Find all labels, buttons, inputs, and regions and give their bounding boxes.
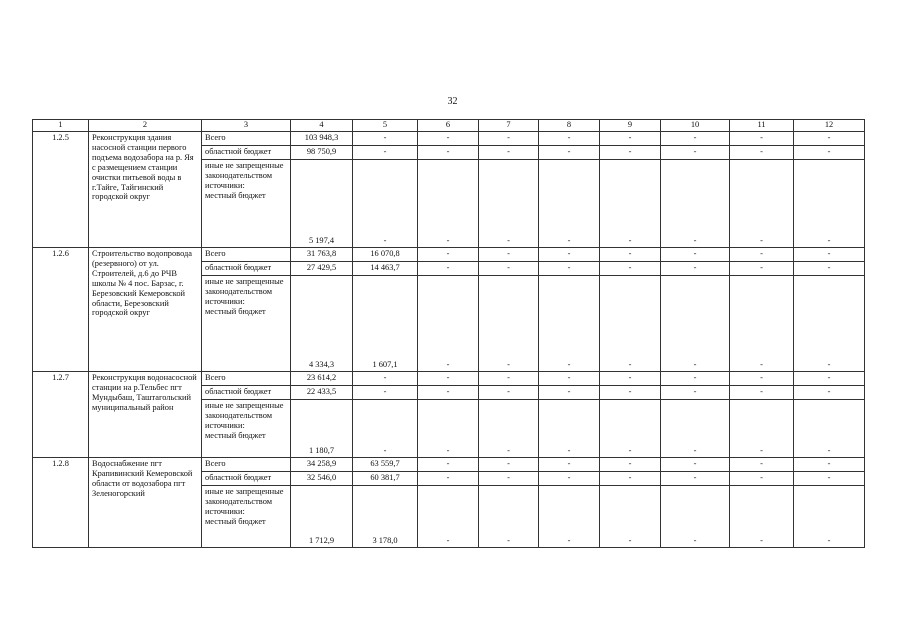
value-cell: - [794,262,865,276]
table-row [33,372,865,386]
value-cell: - [730,132,794,146]
value-cell: - [600,276,661,372]
item-number: 1.2.6 [33,248,89,372]
value-cell: - [600,248,661,262]
value-cell: - [479,160,539,248]
value-cell: 63 559,7 [353,458,418,472]
header-cell: 9 [600,120,661,132]
value-cell: - [539,248,600,262]
value-cell: - [479,372,539,386]
value-cell: - [479,472,539,486]
value-cell: - [539,400,600,458]
value-cell: - [730,262,794,276]
value-cell: - [794,276,865,372]
value-cell: - [479,276,539,372]
header-cell: 7 [479,120,539,132]
funding-source: областной бюджет [202,262,291,276]
value-cell: - [353,132,418,146]
value-cell: - [539,486,600,548]
value-cell: 27 429,5 [291,262,353,276]
value-cell: - [661,386,730,400]
value-cell: 60 381,7 [353,472,418,486]
funding-source: областной бюджет [202,146,291,160]
item-number: 1.2.7 [33,372,89,458]
value-cell: 3 178,0 [353,486,418,548]
value-cell: - [661,486,730,548]
value-cell: - [794,248,865,262]
value-cell: 34 258,9 [291,458,353,472]
value-cell: 4 334,3 [291,276,353,372]
value-cell: 32 546,0 [291,472,353,486]
value-cell: - [661,262,730,276]
value-cell: - [600,386,661,400]
value-cell: - [730,472,794,486]
value-cell: - [479,486,539,548]
header-cell: 5 [353,120,418,132]
value-cell: - [600,472,661,486]
value-cell: - [661,132,730,146]
value-cell: - [600,146,661,160]
value-cell: - [418,472,479,486]
value-cell: 5 197,4 [291,160,353,248]
value-cell: - [730,248,794,262]
value-cell: - [794,472,865,486]
funding-source: областной бюджет [202,386,291,400]
header-cell: 2 [89,120,202,132]
value-cell: - [794,400,865,458]
value-cell: - [479,146,539,160]
value-cell: - [418,486,479,548]
value-cell: - [600,372,661,386]
value-cell: - [353,146,418,160]
header-cell: 6 [418,120,479,132]
value-cell: - [539,472,600,486]
header-cell: 1 [33,120,89,132]
value-cell: - [661,458,730,472]
value-cell: - [730,486,794,548]
header-cell: 12 [794,120,865,132]
item-number: 1.2.5 [33,132,89,248]
value-cell: - [794,160,865,248]
value-cell: - [730,160,794,248]
value-cell: - [794,486,865,548]
value-cell: - [353,372,418,386]
value-cell: - [730,400,794,458]
value-cell: - [479,386,539,400]
value-cell: - [730,458,794,472]
value-cell: - [794,386,865,400]
funding-source: иные не запрещенные законодательством источники: местный бюджет [202,276,291,372]
value-cell: - [600,132,661,146]
value-cell: - [539,160,600,248]
header-cell: 4 [291,120,353,132]
value-cell: - [539,458,600,472]
value-cell: - [794,372,865,386]
value-cell: - [418,372,479,386]
value-cell: - [479,248,539,262]
value-cell: 14 463,7 [353,262,418,276]
value-cell: - [600,262,661,276]
value-cell: - [600,400,661,458]
budget-table [32,119,865,548]
header-cell: 8 [539,120,600,132]
value-cell: 1 180,7 [291,400,353,458]
value-cell: - [661,372,730,386]
value-cell: - [730,276,794,372]
value-cell: - [539,372,600,386]
value-cell: 103 948,3 [291,132,353,146]
value-cell: - [661,160,730,248]
header-cell: 11 [730,120,794,132]
funding-source: Всего [202,458,291,472]
funding-source: иные не запрещенные законодательством источники: местный бюджет [202,400,291,458]
value-cell: - [539,276,600,372]
value-cell: 16 070,8 [353,248,418,262]
value-cell: - [418,248,479,262]
value-cell: 31 763,8 [291,248,353,262]
value-cell: - [539,262,600,276]
value-cell: 98 750,9 [291,146,353,160]
value-cell: - [479,400,539,458]
item-number: 1.2.8 [33,458,89,548]
funding-source: Всего [202,248,291,262]
value-cell: - [353,386,418,400]
value-cell: - [479,262,539,276]
item-name: Реконструкция водонасосной станции на р.Тельбес пгт Мундыбаш, Таштагольский муниципальный район [89,372,202,458]
value-cell: - [539,386,600,400]
value-cell: - [600,160,661,248]
value-cell: - [418,160,479,248]
header-cell: 3 [202,120,291,132]
value-cell: - [539,146,600,160]
table-row [33,248,865,262]
value-cell: - [479,458,539,472]
value-cell: - [600,486,661,548]
value-cell: - [661,276,730,372]
table-row [33,458,865,472]
value-cell: - [539,132,600,146]
funding-source: иные не запрещенные законодательством источники: местный бюджет [202,486,291,548]
funding-source: областной бюджет [202,472,291,486]
funding-source: Всего [202,372,291,386]
value-cell: - [661,248,730,262]
value-cell: - [418,386,479,400]
value-cell: - [730,146,794,160]
value-cell: - [661,472,730,486]
value-cell: - [479,132,539,146]
value-cell: - [661,400,730,458]
value-cell: - [730,372,794,386]
value-cell: - [353,160,418,248]
value-cell: 1 712,9 [291,486,353,548]
value-cell: - [794,146,865,160]
item-name: Водоснабжение пгт Крапивинский Кемеровской области от водозабора пгт Зеленогорский [89,458,202,548]
funding-source: иные не запрещенные законодательством источники: местный бюджет [202,160,291,248]
value-cell: - [600,458,661,472]
value-cell: - [418,458,479,472]
value-cell: - [418,400,479,458]
value-cell: - [418,262,479,276]
value-cell: - [661,146,730,160]
value-cell: - [353,400,418,458]
value-cell: - [794,132,865,146]
value-cell: 23 614,2 [291,372,353,386]
header-cell: 10 [661,120,730,132]
value-cell: - [418,146,479,160]
item-name: Строительство водопровода (резервного) от ул. Строителей, д.6 до РЧВ школы № 4 пос. Барзас, г. Березовский Кемеровской области, Березовский городской округ [89,248,202,372]
page-number: 32 [447,96,458,107]
funding-source: Всего [202,132,291,146]
value-cell: - [418,132,479,146]
value-cell: 1 607,1 [353,276,418,372]
value-cell: - [794,458,865,472]
value-cell: - [418,276,479,372]
header-row [33,120,865,132]
value-cell: - [730,386,794,400]
item-name: Реконструкция здания насосной станции первого подъема водозабора на р. Яя с размещением станции очистки питьевой воды в г.Тайге, Тайгинский городской округ [89,132,202,248]
value-cell: 22 433,5 [291,386,353,400]
table-row [33,132,865,146]
